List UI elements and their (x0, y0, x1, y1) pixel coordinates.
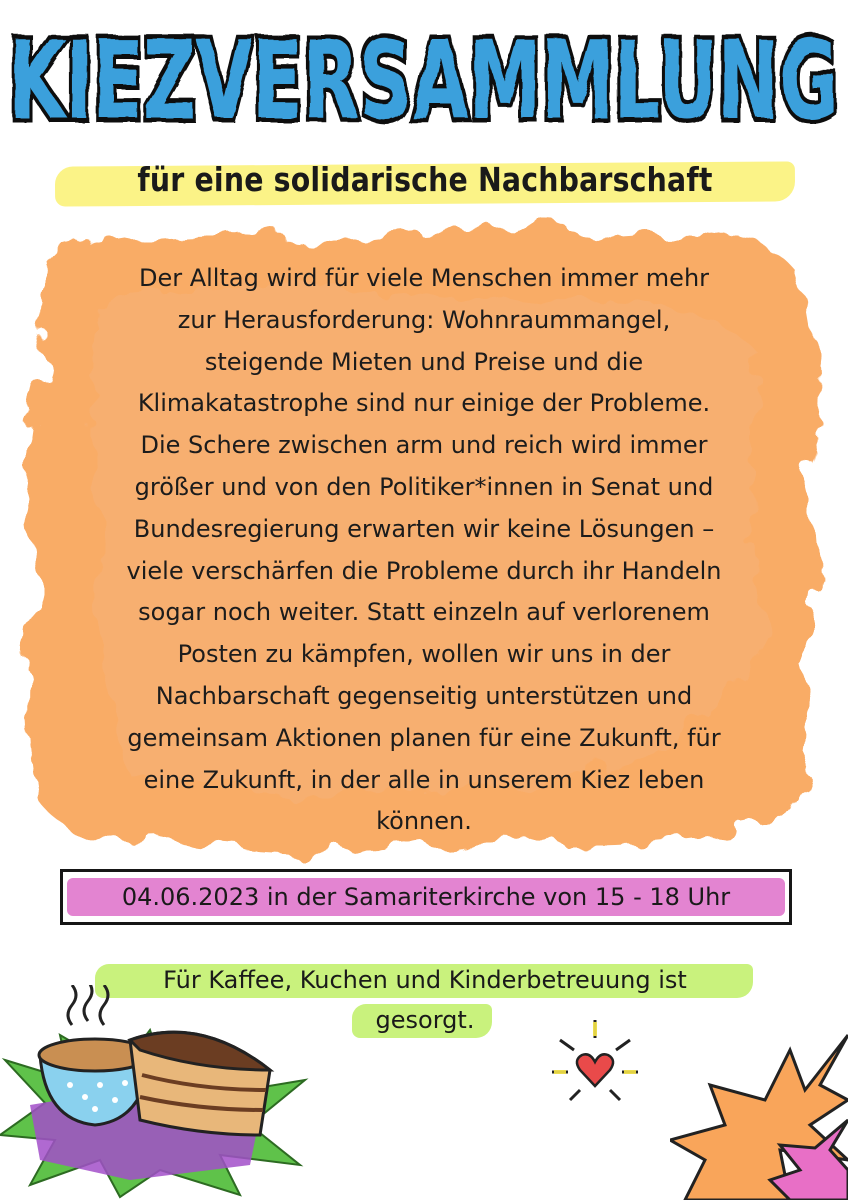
heart-icon (577, 1054, 613, 1086)
body-line: Posten zu kämpfen, wollen wir uns in der (177, 640, 671, 669)
body-line: eine Zukunft, in der alle in unserem Kiez leben (143, 765, 705, 794)
event-details: 04.06.2023 in der Samariterkirche von 15 - 18 Uhr (121, 883, 731, 911)
body-line: können. (376, 807, 472, 836)
event-info-box (60, 869, 792, 925)
body-line: gemeinsam Aktionen planen für eine Zukunft, für (127, 723, 721, 752)
body-line: steigende Mieten und Preise und die (204, 347, 644, 376)
body-line: sogar noch weiter. Statt einzeln auf verlorenem (138, 598, 710, 627)
body-line: viele verschärfen die Probleme durch ihr Handeln (126, 556, 722, 585)
body-line: größer und von den Politiker*innen in Senat und (134, 472, 714, 501)
star-burst-illustration (670, 1030, 848, 1200)
body-line: zur Herausforderung: Wohnraummangel, (177, 305, 671, 334)
subtitle: für eine solidarische Nachbarschaft (137, 160, 713, 199)
note-line: gesorgt. (375, 1006, 475, 1034)
title-text: KIEZVERSAMMLUNG (9, 19, 839, 144)
body-line: Klimakatastrophe sind nur einige der Probleme. (137, 389, 711, 418)
steam-icon (68, 985, 76, 1025)
heart-illustration (540, 1010, 650, 1120)
body-line: Nachbarschaft gegenseitig unterstützen und (155, 681, 693, 710)
body-line: Bundesregierung erwarten wir keine Lösungen – (133, 514, 715, 543)
note-line: Für Kaffee, Kuchen und Kinderbetreuung ist (163, 966, 687, 994)
body-text (60, 258, 788, 843)
cake-slice-icon (130, 1032, 270, 1135)
poster-title (0, 0, 848, 150)
coffee-cake-illustration (0, 985, 320, 1200)
body-line: Der Alltag wird für viele Menschen immer mehr (138, 264, 710, 292)
title-lettering (0, 0, 848, 150)
subtitle-block (55, 150, 795, 210)
body-line: Die Schere zwischen arm und reich wird immer (140, 431, 708, 460)
